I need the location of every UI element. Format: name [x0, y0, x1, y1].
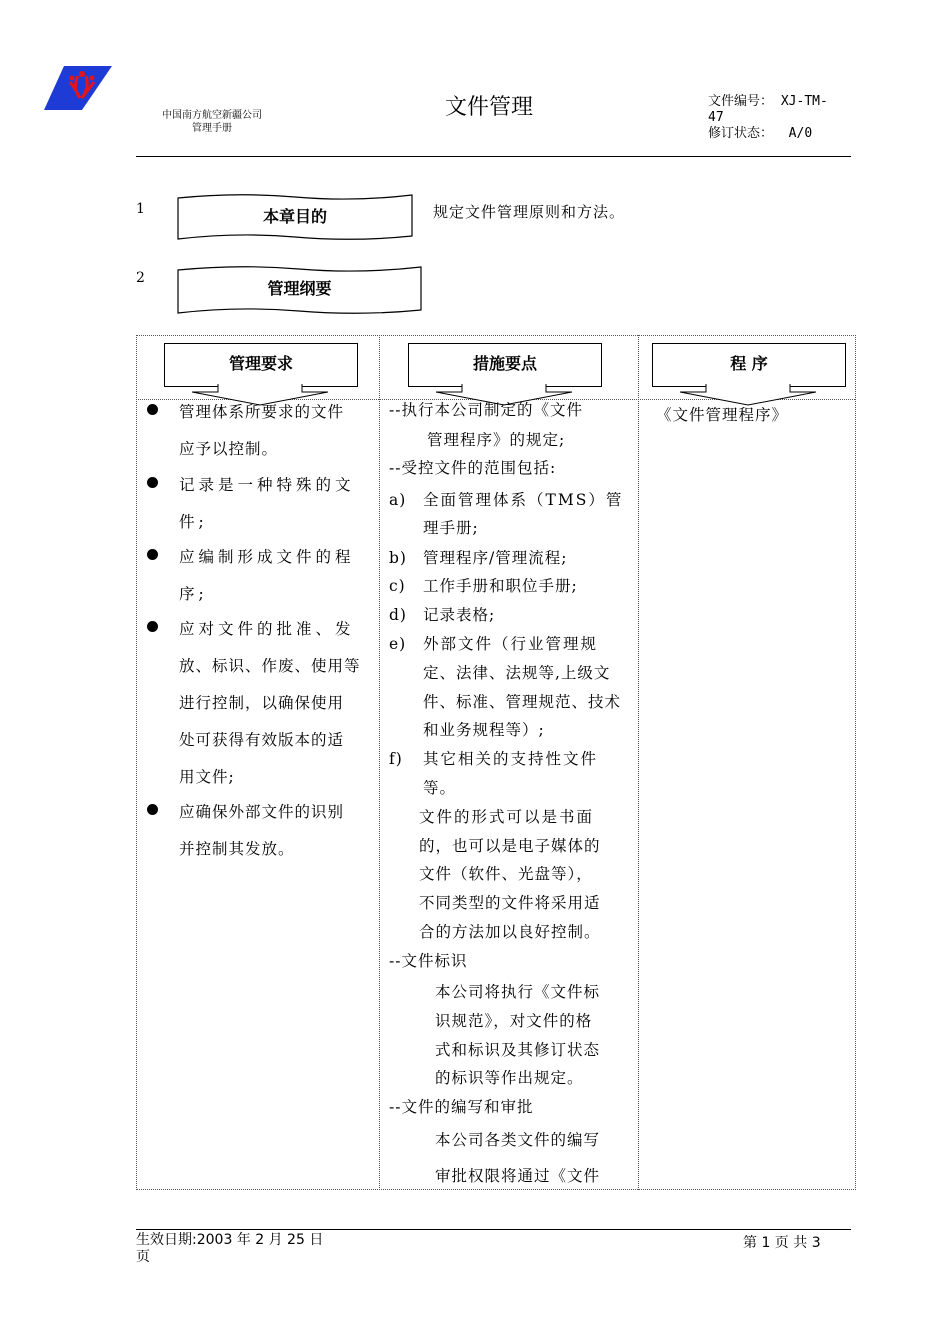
measure-line: --文件标识	[389, 952, 468, 970]
measure-line: 其它相关的支持性文件	[423, 750, 599, 768]
revision-value: A/0	[788, 126, 813, 141]
company-name	[148, 109, 276, 135]
item-line: 并控制其发放。	[179, 840, 295, 858]
item-line: 进行控制，以确保使用	[179, 694, 345, 712]
measures-column	[389, 400, 635, 1190]
item-line: 处可获得有效版本的适	[179, 731, 345, 749]
list-marker: d)	[389, 606, 407, 624]
doc-number-value: XJ-TM-	[780, 94, 828, 109]
manual-line: 管理手册	[192, 123, 232, 134]
measure-line: 合的方法加以良好控制。	[419, 923, 601, 941]
measure-line: 理手册;	[423, 519, 479, 537]
measure-line: 全面管理体系（TMS）管	[423, 491, 624, 509]
item-line: 记录是一种特殊的文	[179, 476, 355, 494]
company-line: 中国南方航空新疆公司	[162, 110, 262, 121]
measure-line: 工作手册和职位手册;	[423, 577, 578, 595]
measure-line: 识规范》，对文件的格	[435, 1012, 593, 1030]
item-line: 应确保外部文件的识别	[179, 803, 345, 821]
section-banner	[177, 192, 413, 242]
item-line: 用文件;	[179, 768, 235, 786]
column-header-procedure: 程 序	[652, 343, 846, 387]
column-header-requirements: 管理要求	[164, 343, 358, 387]
measure-line: 等。	[423, 779, 457, 797]
bullet-icon	[147, 621, 158, 632]
measure-line: --受控文件的范围包括:	[389, 459, 557, 477]
column-divider	[379, 335, 380, 1190]
page-indicator: 第 1 页 共 3	[743, 1235, 821, 1251]
airline-kapok-logo-icon	[42, 64, 112, 112]
measure-line: 管理程序》的规定;	[427, 431, 566, 449]
list-marker: e)	[389, 635, 407, 653]
section-title: 本章目的	[262, 207, 327, 226]
effective-date: 生效日期:2003 年 2 月 25 日	[136, 1232, 324, 1248]
measure-line: 件、标准、管理规范、技术	[423, 693, 622, 711]
item-line: 应编制形成文件的程	[179, 548, 355, 566]
measure-line: 记录表格;	[423, 606, 496, 624]
measure-line: 的，也可以是电子媒体的	[419, 837, 601, 855]
list-marker: a)	[389, 491, 407, 509]
page-title: 文件管理	[445, 95, 534, 120]
measure-line: 式和标识及其修订状态	[435, 1041, 601, 1059]
revision-label: 修订状态：	[708, 126, 774, 141]
section-title: 管理纲要	[267, 279, 332, 298]
doc-number-label: 文件编号：	[708, 94, 774, 109]
footer-effective-date	[136, 1232, 323, 1266]
item-line: 应予以控制。	[179, 440, 279, 458]
column-header-measures: 措施要点	[408, 343, 602, 387]
bullet-icon	[147, 404, 158, 415]
doc-number-cont: 47	[708, 110, 724, 125]
item-line: 序;	[179, 585, 208, 603]
header-divider	[136, 156, 851, 157]
section-banner	[177, 264, 422, 314]
measure-line: 定、法律、法规等,上级文	[423, 664, 611, 682]
section-content: 规定文件管理原则和方法。	[433, 203, 626, 221]
item-line: 管理体系所要求的文件	[179, 403, 345, 421]
section-number: 1	[136, 201, 145, 217]
measure-line: 审批权限将通过《文件	[435, 1167, 601, 1185]
list-marker: f)	[389, 750, 403, 768]
section-number: 2	[136, 270, 145, 286]
measure-line: 管理程序/管理流程;	[423, 549, 568, 567]
measure-line: --执行本公司制定的《文件	[389, 401, 583, 419]
measure-line: 本公司将执行《文件标	[435, 983, 601, 1001]
item-line: 应对文件的批准、发	[179, 620, 355, 638]
document-meta	[708, 94, 858, 142]
footer-divider	[136, 1229, 851, 1230]
measure-line: 外部文件（行业管理规	[423, 635, 599, 653]
item-line: 件;	[179, 513, 208, 531]
measure-line: 不同类型的文件将采用适	[419, 894, 601, 912]
measure-line: 文件的形式可以是书面	[419, 808, 595, 826]
measure-line: --文件的编写和审批	[389, 1098, 534, 1116]
measure-line: 和业务规程等）;	[423, 721, 545, 739]
measure-line: 文件（软件、光盘等），	[419, 865, 593, 883]
requirements-column	[147, 394, 372, 894]
bullet-icon	[147, 477, 158, 488]
procedure-reference: 《文件管理程序》	[656, 406, 789, 424]
measure-line: 的标识等作出规定。	[435, 1069, 584, 1087]
item-line: 放、标识、作废、使用等	[179, 657, 361, 675]
measure-line: 本公司各类文件的编写	[435, 1131, 601, 1149]
bullet-icon	[147, 549, 158, 560]
page-word: 页	[136, 1249, 150, 1265]
bullet-icon	[147, 804, 158, 815]
list-marker: b)	[389, 549, 407, 567]
list-marker: c)	[389, 577, 406, 595]
column-divider	[638, 335, 639, 1190]
